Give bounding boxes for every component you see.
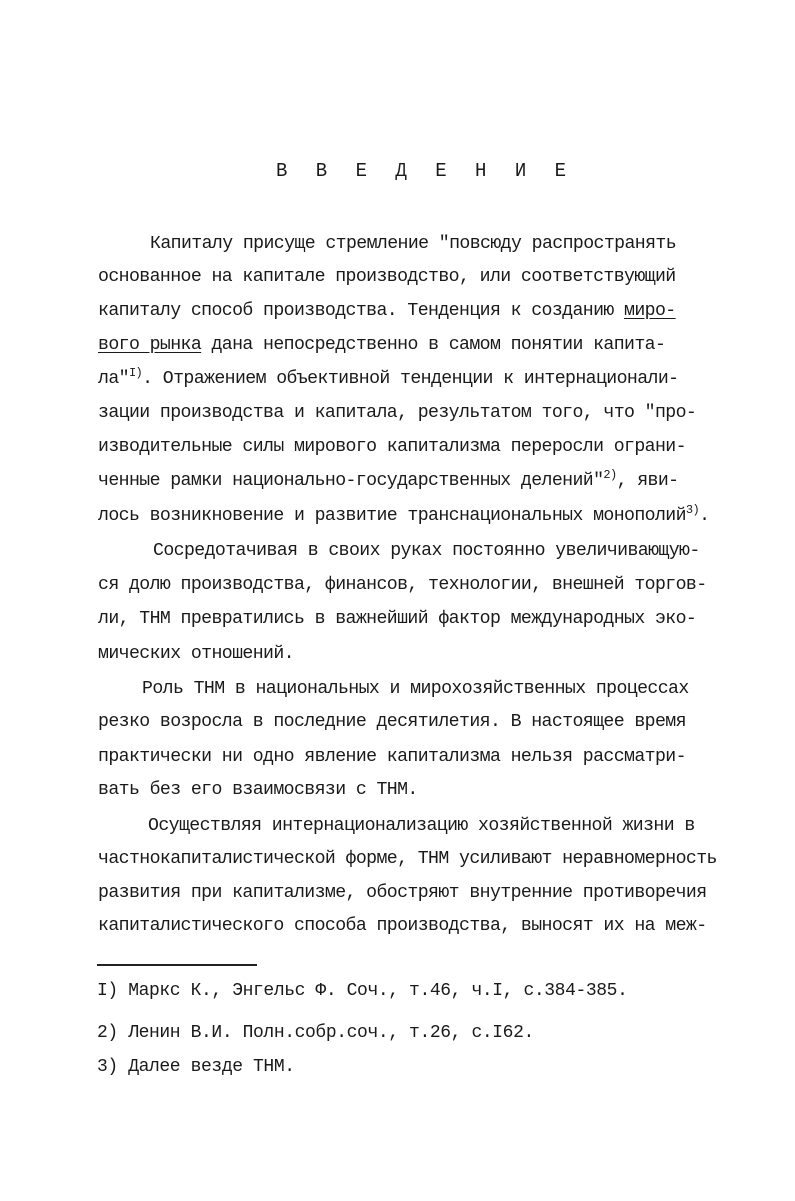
paragraph-2-line-3: ли, ТНМ превратились в важнейший фактор международных эко-: [98, 609, 697, 629]
text-run: лось возникновение и развитие транснациональных монополий: [98, 506, 686, 526]
text-run: , яви-: [616, 471, 679, 491]
paragraph-3-line-2: резко возросла в последние десятилетия. В настоящее время: [98, 712, 686, 732]
paragraph-2-line-1: Сосредотачивая в своих руках постоянно увеличивающую-: [153, 541, 700, 561]
footnote-3: 3) Далее везде ТНМ.: [97, 1057, 295, 1077]
paragraph-3-line-4: вать без его взаимосвязи с ТНМ.: [98, 780, 418, 800]
paragraph-1-line-3: [98, 299, 676, 323]
paragraph-1-line-7: изводительные силы мирового капитализма переросли ограни-: [98, 437, 686, 457]
page-heading: В В Е Д Е Н И Е: [276, 160, 575, 182]
paragraph-3-line-1: Роль ТНМ в национальных и мирохозяйственных процессах: [142, 679, 689, 699]
paragraph-1-line-5: [98, 367, 679, 391]
footnote-ref-3: 3): [685, 503, 700, 517]
paragraph-2-line-2: ся долю производства, финансов, технологии, внешней торгов-: [98, 575, 707, 595]
text-run: ченные рамки национально-государственных делений": [98, 471, 604, 491]
paragraph-2-line-4: мических отношений.: [98, 644, 294, 664]
footnote-1: I) Маркс К., Энгельс Ф. Соч., т.46, ч.I, с.384-385.: [97, 981, 628, 1001]
paragraph-1-line-2: основанное на капитале производство, или соответствующий: [98, 267, 676, 287]
text-run: .: [699, 506, 710, 526]
paragraph-1-line-9: [98, 504, 709, 528]
paragraph-4-line-1: Осуществляя интернационализацию хозяйственной жизни в: [148, 816, 695, 836]
paragraph-4-line-2: частнокапиталистической форме, ТНМ усиливают неравномерность: [98, 849, 717, 869]
underlined-term: вого рынка: [98, 335, 202, 355]
underlined-term: миро-: [624, 301, 676, 321]
paragraph-1-line-1: Капиталу присуще стремление "повсюду распространять: [150, 234, 677, 254]
footnote-2: 2) Ленин В.И. Полн.собр.соч., т.26, с.I62.: [97, 1023, 534, 1043]
paragraph-3-line-3: практически ни одно явление капитализма нельзя рассматри-: [98, 747, 686, 767]
footnote-ref-2: 2): [603, 468, 617, 482]
text-run: . Отражением объективной тенденции к интернационали-: [142, 369, 679, 389]
paragraph-4-line-4: капиталистического способа производства, выносят их на меж-: [98, 916, 707, 936]
footnote-ref-1: I): [128, 366, 143, 380]
text-run: ла": [98, 369, 129, 389]
paragraph-1-line-4: [98, 333, 665, 357]
text-run: капиталу способ производства. Тенденция к созданию: [98, 301, 625, 321]
text-run: дана непосредственно в самом понятии капита-: [201, 335, 666, 355]
paragraph-4-line-3: развития при капитализме, обостряют внутренние противоречия: [98, 883, 707, 903]
paragraph-1-line-6: зации производства и капитала, результатом того, что "про-: [98, 403, 697, 423]
footnote-separator: [97, 964, 257, 966]
paragraph-1-line-8: [98, 469, 679, 493]
